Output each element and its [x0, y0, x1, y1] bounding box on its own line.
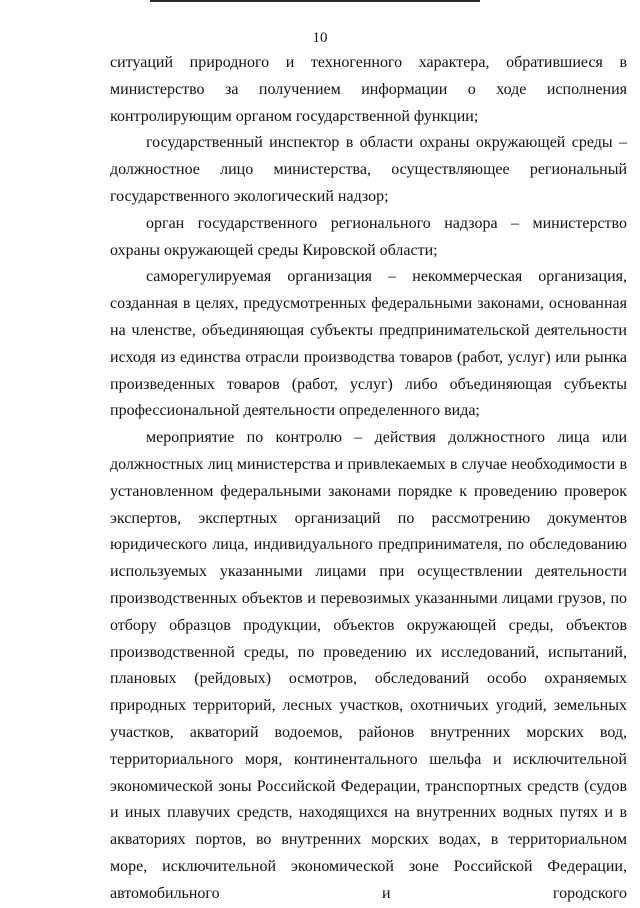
top-rule — [150, 0, 480, 2]
page-number: 10 — [312, 30, 328, 46]
paragraph-self-regulatory-organization-definition: саморегулируемая организация – некоммерческая организация, созданная в целях, предусмотренных федеральными законами, основанная на членстве, объединяющая субъекты предпринимательской деятельности исходя из единства отрасли производства товаров (работ, услуг) или рынка произведенных товаров (работ, услуг) либо объединяющая субъекты профессиональной деятельности определенного вида; — [110, 268, 627, 420]
paragraph-control-measure-definition: мероприятие по контролю – действия должностного лица или должностных лиц министерства и привлекаемых в случае необходимости в установленном федеральными законами порядке к проведению проверок экспертов, экспертных организаций по рассмотрению документов юридического лица, индивидуального предпринимателя, по обследованию используемых указанными лицами при осуществлении деятельности производственных объектов и перевозимых указанными лицами грузов, по отбору образцов продукции, объектов окружающей среды, объектов производственной среды, по проведению их исследований, испытаний, плановых (рейдовых) осмотров, обследований особо охраняемых природных территорий, лесных участков, охотничьих угодий, земельных участков, акваторий водоемов, районов внутренних морских вод, территориального моря, континентального шельфа и исключительной экономической зоны Российской Федерации, транспортных средств (судов и иных плавучих средств, находящихся на внутренних водных путях и в акваториях портов, во внутренних морских водах, в территориальном море, исключительной экономической зоне Российской Федерации, автомобильного и городского — [110, 429, 627, 902]
document-body — [110, 50, 627, 908]
paragraph-state-inspector-definition: государственный инспектор в области охраны окружающей среды – должностное лицо министерства, осуществляющее региональный государственного экологический надзор; — [110, 134, 627, 205]
paragraph-continuation: ситуаций природного и техногенного характера, обратившиеся в министерство за получением информации о ходе исполнения контролирующим органом государственной функции; — [110, 54, 627, 125]
paragraph-regional-supervision-body-definition: орган государственного регионального надзора – министерство охраны окружающей среды Кировской области; — [110, 214, 627, 259]
